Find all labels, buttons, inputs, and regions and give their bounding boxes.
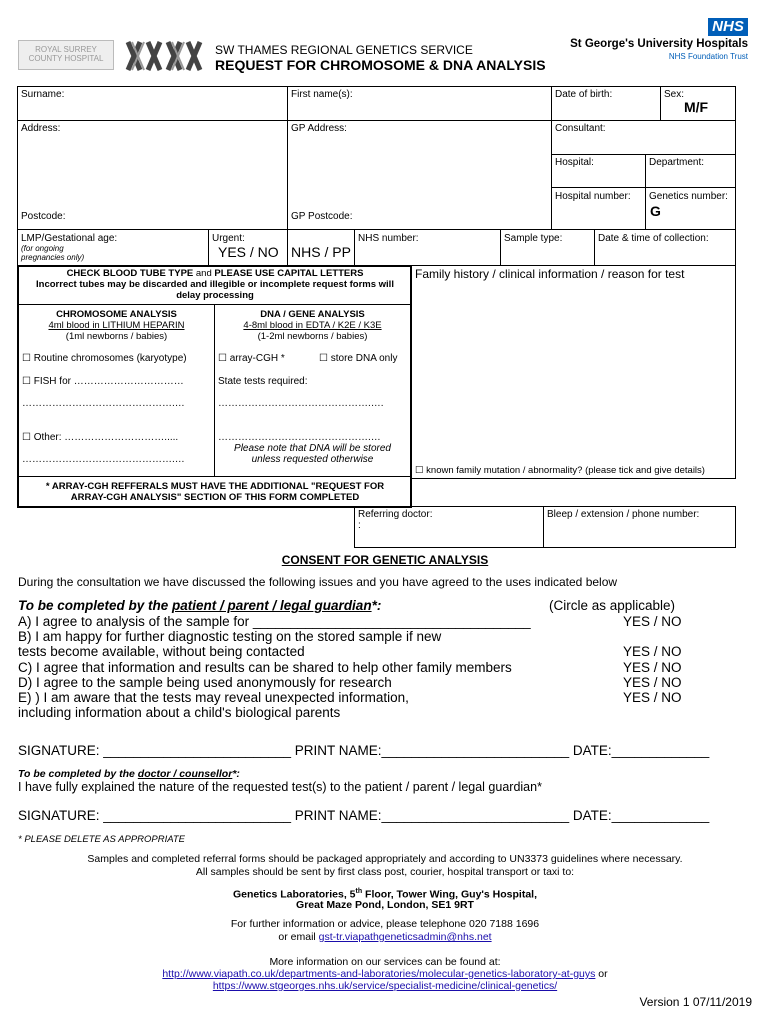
patient-heading-c: *: [371,598,382,613]
phone-note: For further information or advice, please telephone 020 7188 1696 [230,918,540,930]
fish-dots-line[interactable]: ……………………………………….… [22,398,185,409]
consent-item-a[interactable]: A) I agree to analysis of the sample for _____________________________________ [18,614,531,629]
consent-item-b1: B) I am happy for further diagnostic testing on the stored sample if new [18,629,442,644]
consent-yes-no-c[interactable]: YES / NO [623,660,682,675]
urgent-field[interactable]: Urgent: [212,233,245,244]
patient-signature-line[interactable]: SIGNATURE: _________________________ PRINT NAME:_________________________ DATE:_____________ [18,743,710,758]
tube-warning-line2: Incorrect tubes may be discarded and illegible or incomplete request forms will delay processing [36,279,394,301]
tube-warning-c: PLEASE USE CAPITAL LETTERS [214,268,364,279]
array-cgh-note-1: * ARRAY-CGH REFFERALS MUST HAVE THE ADDITIONAL "REQUEST FOR [45,481,385,492]
lab-address-2: Great Maze Pond, London, SE1 9RT [296,899,474,911]
genetics-number-prefix: G [650,203,661,219]
trust-name: St George's University Hospitals [570,38,748,50]
address-field[interactable]: Address: [21,123,61,134]
patient-heading-a: To be completed by the [18,598,173,613]
chromosome-tube: 4ml blood in LITHIUM HEPARIN [48,320,185,331]
url-line-1 [0,968,770,980]
urgent-options: YES / NO [218,244,279,260]
viapath-link[interactable]: http://www.viapath.co.uk/departments-and-laboratories/molecular-genetics-laboratory-at-guys [162,968,596,980]
consent-yes-no-b[interactable]: YES / NO [623,644,682,659]
surname-field[interactable]: Surname: [21,89,65,100]
dob-field[interactable]: Date of birth: [555,89,613,100]
fish-checkbox[interactable]: ☐ FISH for …………………………… [22,376,184,387]
family-history-title: Family history / clinical information / reason for test [415,267,685,281]
doctor-signature-line[interactable]: SIGNATURE: _________________________ PRINT NAME:_________________________ DATE:_____________ [18,808,710,823]
royal-surrey-logo [18,40,114,70]
chromosome-title: CHROMOSOME ANALYSIS [56,309,177,320]
array-cgh-checkbox[interactable]: ☐ array-CGH * [218,353,285,364]
more-info-note: More information on our services can be found at: [269,956,501,968]
referring-doctor-colon: : [358,520,361,531]
patient-heading [18,598,381,614]
array-cgh-note-2: ARRAY-CGH ANALYSIS" SECTION OF THIS FORM COMPLETED [70,492,360,503]
doctor-statement: I have fully explained the nature of the requested test(s) to the patient / parent / legal guardian* [18,780,542,794]
dna-title: DNA / GENE ANALYSIS [260,309,365,320]
doctor-heading [18,768,240,780]
dna-tube: 4-8ml blood in EDTA / K2E / K3E [243,320,382,331]
email-note [0,931,770,943]
chromosome-newborn: (1ml newborns / babies) [65,331,168,342]
genetics-number-field[interactable]: Genetics number: [649,191,728,202]
nhs-logo [708,18,748,36]
doctor-heading-c: *: [232,768,240,780]
nhs-number-field[interactable]: NHS number: [358,233,419,244]
sex-field[interactable]: Sex: [664,89,685,100]
lmp-field[interactable]: LMP/Gestational age: [21,233,118,244]
department-field[interactable]: Department: [649,157,705,168]
stgeorges-link[interactable]: https://www.stgeorges.nhs.uk/service/specialist-medicine/clinical-genetics/ [212,980,558,992]
hospital-field[interactable]: Hospital: [555,157,594,168]
consent-item-d: D) I agree to the sample being used anonymously for research [18,675,392,690]
dna-helix-logo [124,38,214,74]
family-history-box[interactable] [411,265,736,479]
hospital-number-field[interactable]: Hospital number: [555,191,631,202]
consent-item-e2: including information about a child's biological parents [18,705,341,720]
packaging-note-2: All samples should be sent by first class post, courier, hospital transport or taxi to: [195,866,575,878]
state-tests-label: State tests required: [218,376,308,387]
lmp-note-2: pregnancies only) [21,253,85,262]
consent-yes-no-a[interactable]: YES / NO [623,614,682,629]
consent-title: CONSENT FOR GENETIC ANALYSIS [281,553,489,567]
url-line-2 [0,980,770,992]
consent-item-c: C) I agree that information and results can be shared to help other family members [18,660,512,675]
circle-applicable: (Circle as applicable) [549,598,676,613]
email-link[interactable]: gst-tr.viapathgeneticsadmin@nhs.net [318,931,492,943]
other-dots-line[interactable]: ……………………………………….… [22,454,185,465]
patient-heading-b: patient / parent / legal guardian [172,598,372,613]
doctor-heading-a: To be completed by the [18,768,138,780]
lab-address-1a: Genetics Laboratories, 5 [232,888,356,901]
email-prefix: or email [278,931,319,943]
packaging-note-1: Samples and completed referral forms should be packaged appropriately and according to UN3373 guidelines where necessary. [87,853,683,865]
referring-doctor-field[interactable]: Referring doctor: [358,509,433,520]
royal-surrey-logo-text: ROYAL SURREY COUNTY HOSPITAL [28,45,104,63]
other-dots-line-right[interactable]: ……………………………………….… [218,432,381,443]
doctor-heading-b: doctor / counsellor [137,768,233,780]
gp-address-field[interactable]: GP Address: [291,123,347,134]
version-label: Version 1 07/11/2019 [639,995,752,1009]
consultant-field[interactable]: Consultant: [555,123,606,134]
routine-chromosomes-checkbox[interactable]: ☐ Routine chromosomes (karyotype) [22,353,187,364]
other-checkbox[interactable]: ☐ Other: …………………………..... [22,432,179,443]
consent-yes-no-e[interactable]: YES / NO [623,690,682,705]
nhs-pp-options[interactable]: NHS / PP [291,244,351,260]
url-or: or [595,968,608,980]
service-name: SW THAMES REGIONAL GENETICS SERVICE [215,43,473,57]
dna-storage-note-2: unless requested otherwise [251,454,374,465]
lmp-note-1: (for ongoing [21,244,64,253]
dna-storage-note-1: Please note that DNA will be stored [234,443,391,454]
lab-address-1sup: th [355,888,363,895]
known-mutation-checkbox[interactable]: ☐ known family mutation / abnormality? (please tick and give details) [415,465,705,476]
consent-item-e1: E) ) I am aware that the tests may reveal unexpected information, [18,690,409,705]
state-tests-dots-line[interactable]: ……………………………………….…. [218,398,384,409]
first-names-field[interactable]: First name(s): [291,89,353,100]
delete-note: * PLEASE DELETE AS APPROPRIATE [18,834,186,845]
store-dna-checkbox[interactable]: ☐ store DNA only [319,353,398,364]
gp-postcode-field[interactable]: GP Postcode: [291,211,353,222]
consent-item-b2: tests become available, without being contacted [18,644,305,659]
postcode-field[interactable]: Postcode: [21,211,66,222]
sex-options: M/F [684,99,709,115]
trust-subtitle: NHS Foundation Trust [668,52,748,61]
collection-field[interactable]: Date & time of collection: [598,233,709,244]
consent-yes-no-d[interactable]: YES / NO [623,675,682,690]
form-title: REQUEST FOR CHROMOSOME & DNA ANALYSIS [215,57,546,73]
bleep-field[interactable]: Bleep / extension / phone number: [547,509,700,520]
sample-type-field[interactable]: Sample type: [504,233,563,244]
tube-warning-b: and [193,268,215,279]
consent-intro: During the consultation we have discussed the following issues and you have agreed to the uses indicated below [18,575,618,589]
tube-warning-a: CHECK BLOOD TUBE TYPE [66,268,194,279]
lab-address-1b: Floor, Tower Wing, Guy's Hospital, [362,888,538,901]
tube-warning-line1 [22,268,408,279]
dna-newborn: (1-2ml newborns / babies) [257,331,368,342]
nhs-logo-text: NHS [712,18,744,35]
